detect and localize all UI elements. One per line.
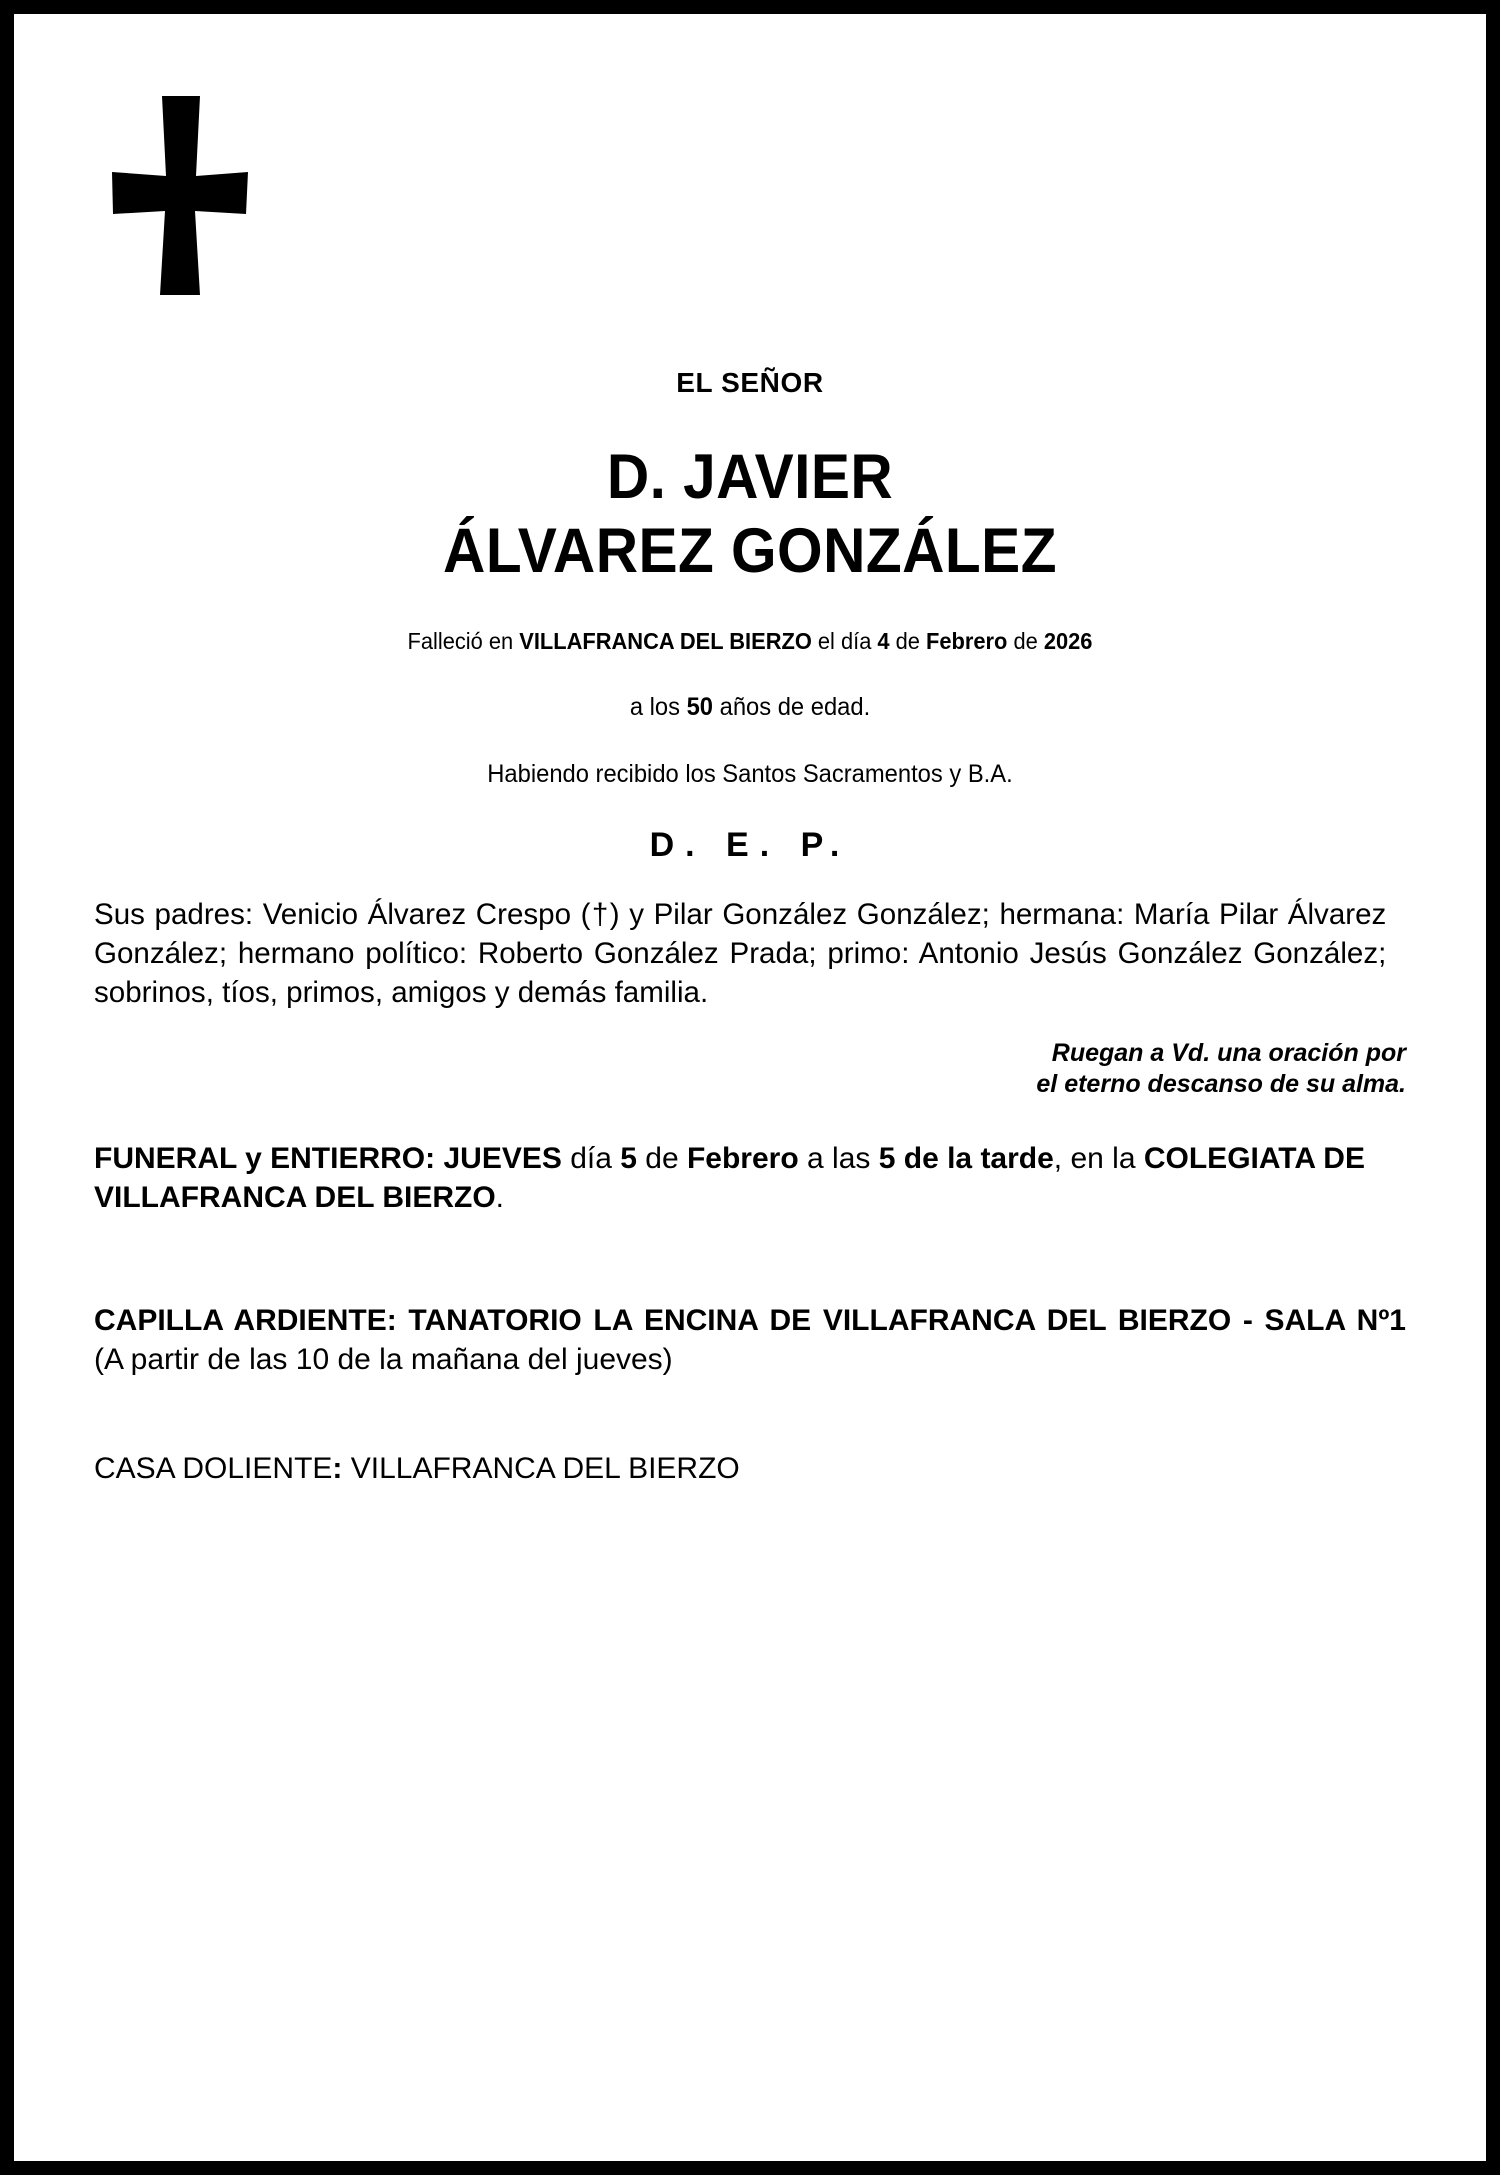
family-paragraph: Sus padres: Venicio Álvarez Crespo (†) y Pilar González González; hermana: María Pilar Álvarez González; hermano político: Roberto González Prada; primo: Antonio Jesús González González; sobrinos, tíos, primos, amigos y demás familia. bbox=[94, 898, 1387, 1010]
prayer-line-2: el eterno descanso de su alma. bbox=[1036, 1069, 1406, 1098]
casa-doliente-block bbox=[94, 1449, 1406, 1488]
sacraments-line: Habiendo recibido los Santos Sacramentos y B.A. bbox=[487, 760, 1013, 789]
death-line bbox=[127, 626, 1373, 657]
capilla-note: (A partir de las 10 de la mañana del jueves) bbox=[94, 1343, 673, 1377]
death-prefix: Falleció en bbox=[407, 627, 520, 654]
dep-label: D. E. P. bbox=[649, 826, 851, 865]
funeral-place: COLEGIATA DE VILLAFRANCA DEL BIERZO bbox=[94, 1142, 1365, 1215]
funeral-notice-page bbox=[14, 14, 1486, 2161]
funeral-label: FUNERAL y ENTIERRO: JUEVES bbox=[94, 1142, 562, 1176]
death-month: Febrero bbox=[926, 627, 1008, 654]
capilla-label: CAPILLA ARDIENTE: TANATORIO LA ENCINA DE VILLAFRANCA DEL BIERZO - SALA Nº1 bbox=[94, 1304, 1406, 1338]
prayer-line-1: Ruegan a Vd. una oración por bbox=[1051, 1039, 1406, 1068]
death-day: 4 bbox=[877, 627, 890, 654]
prayer-request bbox=[94, 1038, 1406, 1099]
casa-label: CASA DOLIENTE bbox=[94, 1452, 333, 1486]
death-de-2: de bbox=[1007, 627, 1044, 654]
age-value: 50 bbox=[686, 692, 714, 721]
age-suffix: años de edad. bbox=[713, 692, 871, 721]
death-year: 2026 bbox=[1043, 627, 1093, 654]
deceased-name bbox=[94, 442, 1406, 587]
funeral-block bbox=[94, 1139, 1406, 1217]
casa-value: VILLAFRANCA DEL BIERZO bbox=[342, 1452, 740, 1486]
funeral-end: . bbox=[495, 1181, 505, 1215]
funeral-time: 5 de la tarde bbox=[878, 1142, 1054, 1176]
honorific-label: EL SEÑOR bbox=[676, 367, 824, 398]
age-line bbox=[127, 691, 1373, 725]
funeral-de: de bbox=[636, 1142, 687, 1176]
casa-colon: : bbox=[332, 1452, 343, 1486]
deceased-name-line-1: D. JAVIER bbox=[606, 442, 894, 512]
notice-content bbox=[94, 369, 1406, 1488]
deceased-name-line-2: ÁLVAREZ GONZÁLEZ bbox=[443, 516, 1057, 587]
age-prefix: a los bbox=[629, 692, 687, 721]
funeral-day: 5 bbox=[620, 1142, 637, 1176]
death-de-1: de bbox=[889, 627, 927, 654]
funeral-a-las: a las bbox=[798, 1142, 879, 1176]
funeral-en-la: , en la bbox=[1053, 1142, 1144, 1176]
death-place: VILLAFRANCA DEL BIERZO bbox=[519, 627, 812, 654]
latin-cross-icon bbox=[110, 92, 250, 297]
death-mid: el día bbox=[811, 627, 878, 654]
capilla-ardiente-block bbox=[94, 1301, 1406, 1379]
funeral-dia: día bbox=[561, 1142, 621, 1176]
funeral-month: Febrero bbox=[686, 1142, 799, 1176]
